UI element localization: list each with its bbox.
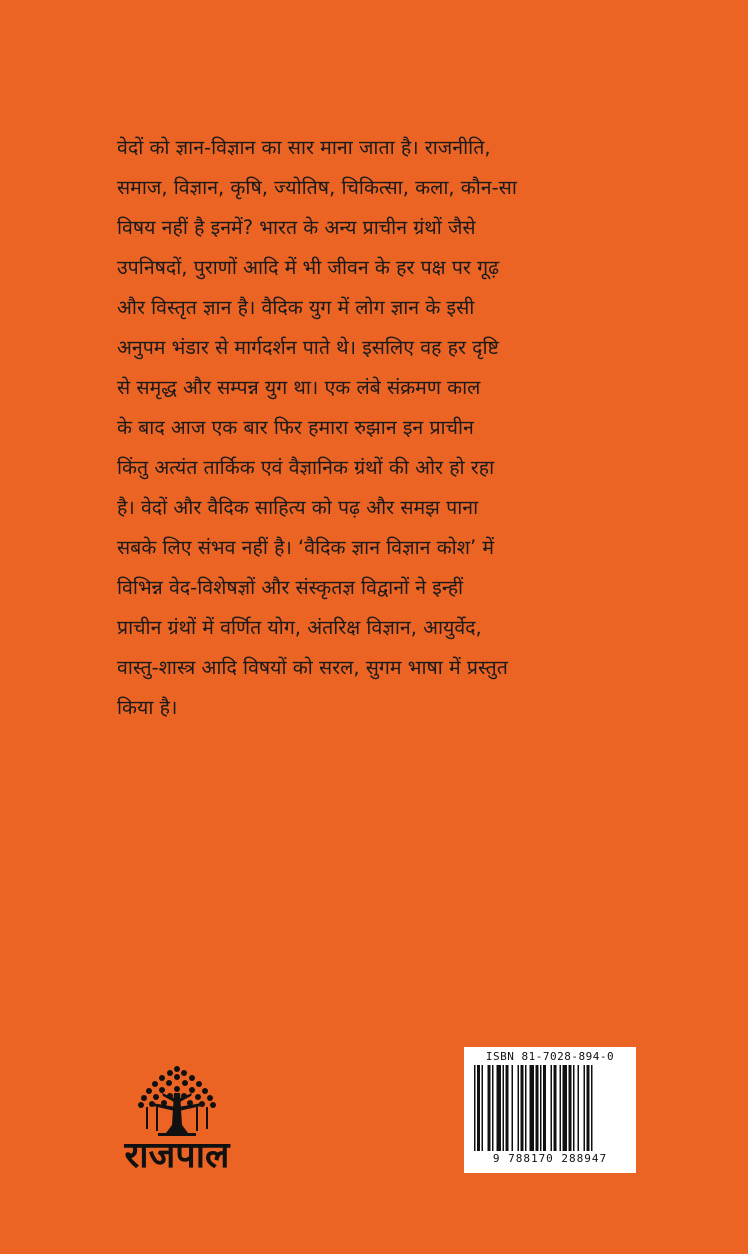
blurb-line: प्राचीन ग्रंथों में वर्णित योग, अंतरिक्ष विज्ञान, आयुर्वेद, (117, 616, 482, 639)
barcode-bars (474, 1065, 626, 1151)
blurb-line: से समृद्ध और सम्पन्न युग था। एक लंबे संक्रमण काल (117, 376, 481, 399)
publisher-logo (118, 1063, 236, 1183)
blurb-line: विभिन्न वेद-विशेषज्ञों और संस्कृतज्ञ विद्वानों ने इन्हीं (117, 576, 464, 599)
publisher-name: राजपाल (124, 1135, 230, 1176)
barcode (464, 1047, 636, 1173)
blurb-line: वास्तु-शास्त्र आदि विषयों को सरल, सुगम भाषा में प्रस्तुत (117, 656, 508, 679)
blurb-line: किंतु अत्यंत तार्किक एवं वैज्ञानिक ग्रंथों की ओर हो रहा (117, 456, 495, 479)
blurb-line: वेदों को ज्ञान-विज्ञान का सार माना जाता है। राजनीति, (117, 136, 491, 159)
blurb-line: किया है। (117, 696, 178, 719)
tree-icon (132, 1063, 222, 1141)
blurb-text (117, 128, 597, 728)
blurb-line: और विस्तृत ज्ञान है। वैदिक युग में लोग ज्ञान के इसी (117, 296, 475, 319)
blurb-line: सबके लिए संभव नहीं है। ‘वैदिक ज्ञान विज्ञान कोश’ में (117, 536, 495, 559)
blurb-line: के बाद आज एक बार फिर हमारा रुझान इन प्राचीन (117, 416, 474, 439)
barcode-digits: 9 788170 288947 (492, 1152, 608, 1165)
blurb-line: विषय नहीं है इनमें? भारत के अन्य प्राचीन ग्रंथों जैसे (117, 216, 476, 239)
isbn-label: ISBN 81-7028-894-0 (485, 1050, 615, 1063)
blurb-line: उपनिषदों, पुराणों आदि में भी जीवन के हर पक्ष पर गूढ़ (117, 256, 500, 279)
blurb-line: समाज, विज्ञान, कृषि, ज्योतिष, चिकित्सा, कला, कौन-सा (117, 176, 517, 199)
blurb-line: है। वेदों और वैदिक साहित्य को पढ़ और समझ पाना (117, 496, 479, 519)
blurb-line: अनुपम भंडार से मार्गदर्शन पाते थे। इसलिए वह हर दृष्टि (117, 336, 499, 359)
